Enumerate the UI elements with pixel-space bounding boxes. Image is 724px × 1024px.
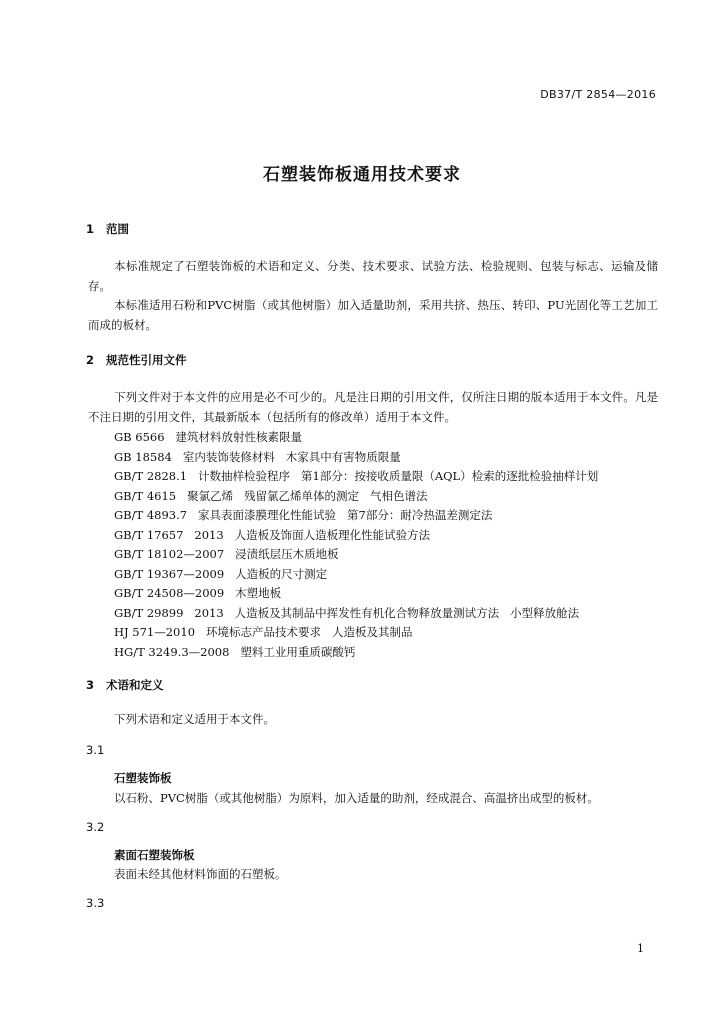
section-title: 范围 — [106, 222, 129, 236]
reference-item: GB/T 19367—2009 人造板的尺寸测定 — [114, 566, 328, 581]
section-1-heading — [86, 221, 129, 237]
section-2-heading — [86, 352, 187, 368]
document-title: 石塑装饰板通用技术要求 — [263, 165, 461, 185]
reference-item: GB/T 17657 2013 人造板及饰面人造板理化性能试验方法 — [114, 527, 431, 542]
term-name: 素面石塑装饰板 — [114, 848, 195, 862]
scope-paragraph-1: 本标准规定了石塑装饰板的术语和定义、分类、技术要求、试验方法、检验规则、包装与标志、运输及储存。 — [88, 259, 658, 293]
references-intro: 下列文件对于本文件的应用是必不可少的。凡是注日期的引用文件，仅所注日期的版本适用于本文件。凡是不注日期的引用文件，其最新版本（包括所有的修改单）适用于本文件。 — [88, 390, 658, 424]
page-number: 1 — [637, 942, 644, 955]
term-name: 石塑装饰板 — [114, 771, 172, 785]
term-definition: 表面未经其他材料饰面的石塑板。 — [114, 867, 287, 881]
reference-item: GB 6566 建筑材料放射性核素限量 — [114, 430, 303, 444]
reference-item: GB/T 2828.1 计数抽样检验程序 第1部分：按接收质量限（AQL）检索的逐批检验抽样计划 — [114, 469, 599, 483]
clause-number: 3.3 — [86, 896, 105, 910]
term-definition: 以石粉、PVC树脂（或其他树脂）为原料，加入适量的助剂，经成混合、高温挤出成型的板材。 — [114, 791, 599, 805]
section-number: 1 — [86, 222, 95, 236]
reference-item: GB 18584 室内装饰装修材料 木家具中有害物质限量 — [114, 449, 401, 464]
standard-id: DB37/T 2854—2016 — [540, 88, 656, 101]
section-number: 3 — [86, 678, 95, 692]
reference-list — [114, 428, 598, 662]
reference-item: GB/T 24508—2009 木塑地板 — [114, 586, 282, 600]
reference-item: GB/T 4893.7 家具表面漆膜理化性能试验 第7部分：耐冷热温差测定法 — [114, 508, 493, 522]
reference-item: GB/T 29899 2013 人造板及其制品中挥发性有机化合物释放量测试方法 小型释放舱法 — [114, 605, 580, 620]
section-3-heading — [86, 677, 164, 693]
scope-paragraph-2: 本标准适用石粉和PVC树脂（或其他树脂）加入适量助剂，采用共挤、热压、转印、PU光固化等工艺加工而成的板材。 — [88, 298, 658, 332]
section-title: 规范性引用文件 — [106, 353, 187, 367]
clause-number: 3.2 — [86, 820, 105, 834]
section-title: 术语和定义 — [106, 678, 164, 692]
terms-intro: 下列术语和定义适用于本文件。 — [114, 712, 275, 726]
reference-item: GB/T 4615 聚氯乙烯 残留氯乙烯单体的测定 气相色谱法 — [114, 488, 428, 503]
reference-item: HG/T 3249.3—2008 塑料工业用重质碳酸钙 — [114, 644, 356, 659]
reference-item: GB/T 18102—2007 浸渍纸层压木质地板 — [114, 547, 339, 561]
section-number: 2 — [86, 353, 95, 367]
clause-number: 3.1 — [86, 743, 105, 757]
reference-item: HJ 571—2010 环境标志产品技术要求 人造板及其制品 — [114, 625, 413, 639]
